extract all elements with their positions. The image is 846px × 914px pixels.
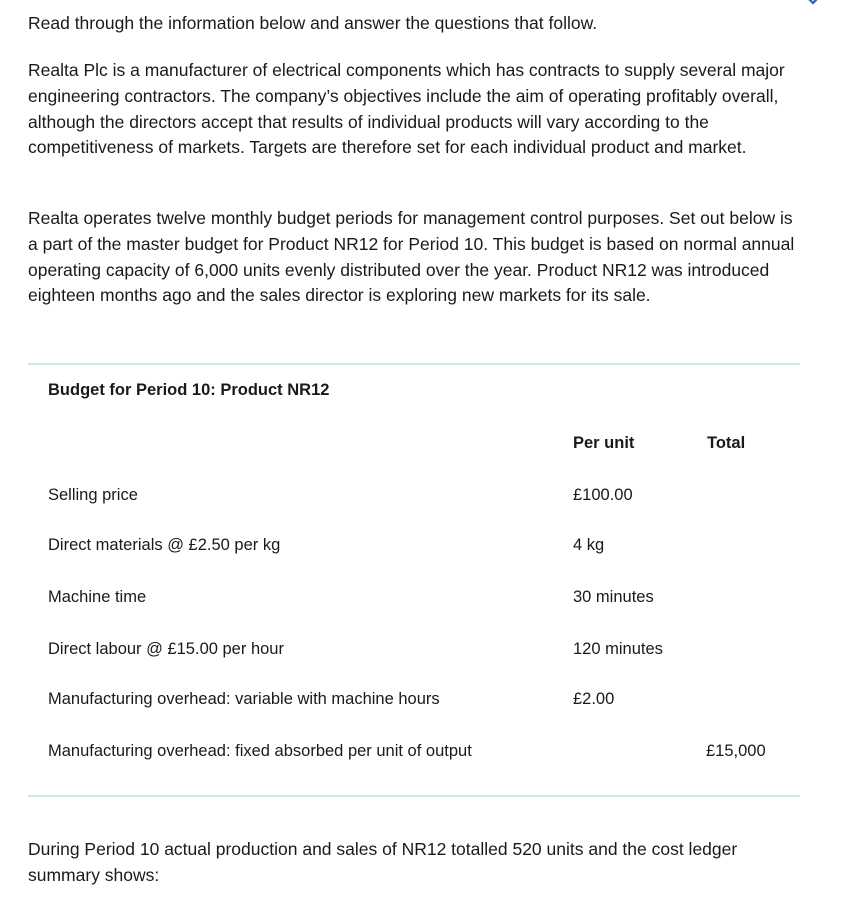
- table-row: [48, 742, 788, 764]
- row-per-unit: 4 kg: [573, 536, 605, 554]
- row-label: Direct labour @ £15.00 per hour: [48, 640, 284, 658]
- table-row: [48, 536, 788, 558]
- row-label: Manufacturing overhead: variable with machine hours: [48, 690, 440, 708]
- row-per-unit: 120 minutes: [573, 640, 663, 658]
- table-bottom-divider: [28, 795, 800, 797]
- budget-table-title: Budget for Period 10: Product NR12: [48, 381, 330, 399]
- row-total: £15,000: [706, 742, 766, 760]
- row-label: Machine time: [48, 588, 147, 606]
- table-row: [48, 690, 788, 712]
- table-row: [48, 486, 788, 508]
- row-label: Direct materials @ £2.50 per kg: [48, 536, 281, 554]
- per-unit-column-header: Per unit: [573, 434, 635, 452]
- row-per-unit: £2.00: [573, 690, 615, 708]
- table-top-divider: [28, 363, 800, 365]
- intro-text: Read through the information below and answer the questions that follow.: [28, 13, 598, 33]
- context-paragraph-1: Realta Plc is a manufacturer of electrical components which has contracts to supply several major engineering contractors. The company’s objectives include the aim of operating profitably overall, although the directors accept that results of individual products will vary according to the competitiveness of markets. Targets are therefore set for each individual product and market.: [28, 60, 785, 158]
- row-per-unit: £100.00: [573, 486, 633, 504]
- row-per-unit: 30 minutes: [573, 588, 654, 606]
- row-label: Manufacturing overhead: fixed absorbed per unit of output: [48, 742, 472, 760]
- closing-paragraph: During Period 10 actual production and sales of NR12 totalled 520 units and the cost ledger summary shows:: [28, 839, 738, 885]
- table-row: [48, 640, 788, 662]
- total-column-header: Total: [707, 434, 746, 452]
- context-paragraph-2: Realta operates twelve monthly budget periods for management control purposes. Set out below is a part of the master budget for Product NR12 for Period 10. This budget is based on normal annual operating capacity of 6,000 units evenly distributed over the year. Product NR12 was introduced eighteen months ago and the sales director is exploring new markets for its sale.: [28, 208, 795, 306]
- table-row: [48, 588, 788, 610]
- expand-chevron-icon[interactable]: [798, 0, 828, 6]
- row-label: Selling price: [48, 486, 138, 504]
